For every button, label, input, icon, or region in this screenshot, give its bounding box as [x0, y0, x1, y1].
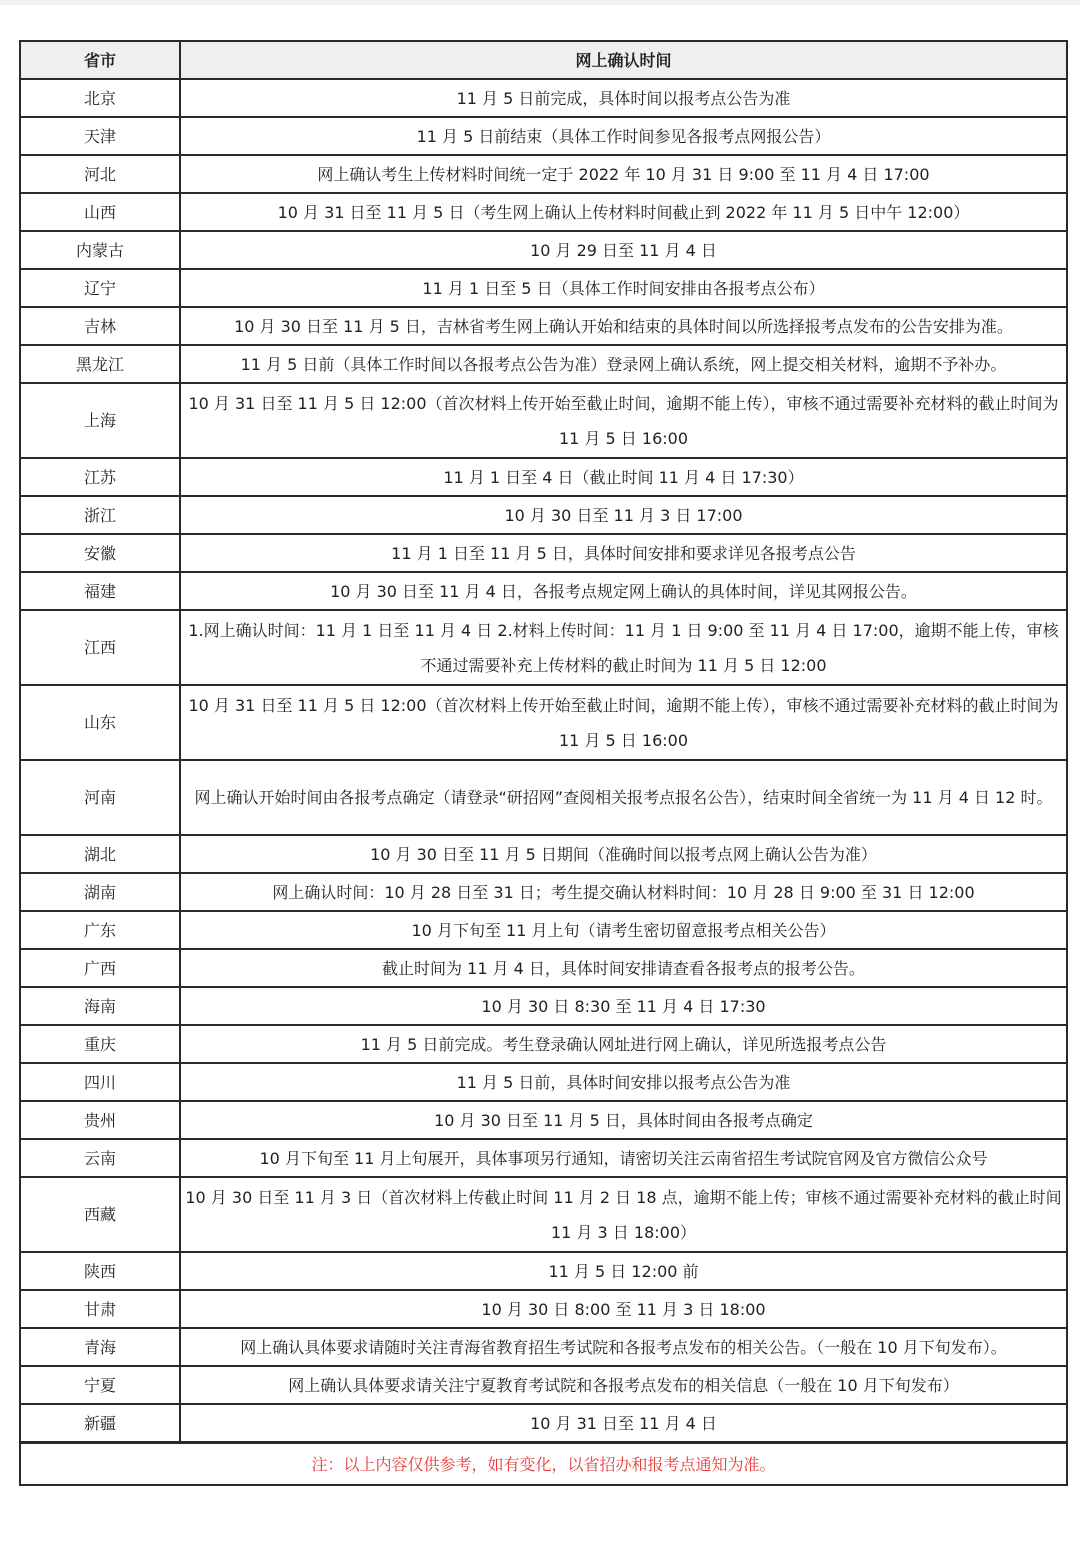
table-row [20, 193, 1067, 231]
province-cell: 河南 [20, 760, 180, 835]
table-row [20, 1177, 1067, 1252]
confirmation-time-cell: 11 月 1 日至 11 月 5 日，具体时间安排和要求详见各报考点公告 [180, 534, 1067, 572]
table-row [20, 345, 1067, 383]
confirmation-time-cell: 11 月 5 日 12:00 前 [180, 1252, 1067, 1290]
table-row [20, 987, 1067, 1025]
province-cell: 辽宁 [20, 269, 180, 307]
table-row [20, 949, 1067, 987]
table-row [20, 1139, 1067, 1177]
table-row [20, 835, 1067, 873]
confirmation-time-cell: 网上确认具体要求请随时关注青海省教育招生考试院和各报考点发布的相关公告。（一般在 10 月下旬发布）。 [180, 1328, 1067, 1366]
confirmation-time-cell: 10 月 30 日至 11 月 5 日，具体时间由各报考点确定 [180, 1101, 1067, 1139]
table-row [20, 269, 1067, 307]
confirmation-time-cell: 11 月 5 日前，具体时间安排以报考点公告为准 [180, 1063, 1067, 1101]
table-row [20, 458, 1067, 496]
province-cell: 黑龙江 [20, 345, 180, 383]
province-cell: 广西 [20, 949, 180, 987]
confirmation-time-cell: 10 月 30 日 8:30 至 11 月 4 日 17:30 [180, 987, 1067, 1025]
confirmation-time-cell: 网上确认时间：10 月 28 日至 31 日；考生提交确认材料时间：10 月 28 日 9:00 至 31 日 12:00 [180, 873, 1067, 911]
province-cell: 新疆 [20, 1404, 180, 1443]
header-time: 网上确认时间 [180, 41, 1067, 79]
table-row [20, 1290, 1067, 1328]
confirmation-time-cell: 网上确认开始时间由各报考点确定（请登录“研招网”查阅相关报考点报名公告），结束时间全省统一为 11 月 4 日 12 时。 [180, 760, 1067, 835]
confirmation-time-cell: 11 月 5 日前完成，具体时间以报考点公告为准 [180, 79, 1067, 117]
confirmation-time-cell: 10 月 31 日至 11 月 4 日 [180, 1404, 1067, 1443]
confirmation-time-cell: 10 月 30 日至 11 月 5 日，吉林省考生网上确认开始和结束的具体时间以所选择报考点发布的公告安排为准。 [180, 307, 1067, 345]
schedule-table [19, 40, 1068, 1486]
table-header-row [20, 41, 1067, 79]
confirmation-time-cell: 10 月 30 日至 11 月 5 日期间（准确时间以报考点网上确认公告为准） [180, 835, 1067, 873]
table-row [20, 610, 1067, 685]
confirmation-time-cell: 10 月下旬至 11 月上旬（请考生密切留意报考点相关公告） [180, 911, 1067, 949]
table-row [20, 1063, 1067, 1101]
table-row [20, 231, 1067, 269]
table-row [20, 1328, 1067, 1366]
province-cell: 上海 [20, 383, 180, 458]
table-row [20, 1404, 1067, 1443]
province-cell: 四川 [20, 1063, 180, 1101]
note-text: 注：以上内容仅供参考，如有变化，以省招办和报考点通知为准。 [20, 1443, 1067, 1486]
top-divider [0, 0, 1080, 5]
confirmation-time-cell: 10 月 31 日至 11 月 5 日 12:00（首次材料上传开始至截止时间，逾期不能上传），审核不通过需要补充材料的截止时间为 11 月 5 日 16:00 [180, 685, 1067, 760]
table-row [20, 911, 1067, 949]
confirmation-time-cell: 11 月 1 日至 4 日（截止时间 11 月 4 日 17:30） [180, 458, 1067, 496]
confirmation-time-cell: 1.网上确认时间：11 月 1 日至 11 月 4 日 2.材料上传时间：11 月 1 日 9:00 至 11 月 4 日 17:00，逾期不能上传，审核不通过需要补充上传材料的截止时间为 11 月 5 日 12:00 [180, 610, 1067, 685]
table-row [20, 383, 1067, 458]
table-row [20, 685, 1067, 760]
province-cell: 北京 [20, 79, 180, 117]
province-cell: 湖北 [20, 835, 180, 873]
province-cell: 江苏 [20, 458, 180, 496]
province-cell: 湖南 [20, 873, 180, 911]
table-row [20, 572, 1067, 610]
confirmation-time-cell: 11 月 5 日前完成。考生登录确认网址进行网上确认，详见所选报考点公告 [180, 1025, 1067, 1063]
confirmation-time-cell: 网上确认具体要求请关注宁夏教育考试院和各报考点发布的相关信息（一般在 10 月下旬发布） [180, 1366, 1067, 1404]
province-cell: 甘肃 [20, 1290, 180, 1328]
table-row [20, 496, 1067, 534]
province-cell: 山东 [20, 685, 180, 760]
confirmation-time-cell: 10 月 31 日至 11 月 5 日（考生网上确认上传材料时间截止到 2022 年 11 月 5 日中午 12:00） [180, 193, 1067, 231]
note-row [20, 1443, 1067, 1486]
table-row [20, 1101, 1067, 1139]
table-row [20, 873, 1067, 911]
province-cell: 内蒙古 [20, 231, 180, 269]
table-row [20, 1366, 1067, 1404]
confirmation-time-cell: 10 月 30 日 8:00 至 11 月 3 日 18:00 [180, 1290, 1067, 1328]
confirmation-time-cell: 10 月下旬至 11 月上旬展开，具体事项另行通知，请密切关注云南省招生考试院官网及官方微信公众号 [180, 1139, 1067, 1177]
confirmation-time-cell: 截止时间为 11 月 4 日，具体时间安排请查看各报考点的报考公告。 [180, 949, 1067, 987]
province-cell: 河北 [20, 155, 180, 193]
table-row [20, 760, 1067, 835]
province-cell: 海南 [20, 987, 180, 1025]
province-cell: 安徽 [20, 534, 180, 572]
confirmation-time-cell: 10 月 29 日至 11 月 4 日 [180, 231, 1067, 269]
province-cell: 贵州 [20, 1101, 180, 1139]
confirmation-time-cell: 11 月 1 日至 5 日（具体工作时间安排由各报考点公布） [180, 269, 1067, 307]
confirmation-time-cell: 10 月 30 日至 11 月 3 日（首次材料上传截止时间 11 月 2 日 18 点，逾期不能上传；审核不通过需要补充材料的截止时间 11 月 3 日 18:00） [180, 1177, 1067, 1252]
confirmation-time-cell: 11 月 5 日前（具体工作时间以各报考点公告为准）登录网上确认系统，网上提交相关材料，逾期不予补办。 [180, 345, 1067, 383]
table-row [20, 117, 1067, 155]
province-cell: 山西 [20, 193, 180, 231]
province-cell: 广东 [20, 911, 180, 949]
province-cell: 重庆 [20, 1025, 180, 1063]
table-row [20, 307, 1067, 345]
confirmation-time-cell: 10 月 31 日至 11 月 5 日 12:00（首次材料上传开始至截止时间，逾期不能上传），审核不通过需要补充材料的截止时间为 11 月 5 日 16:00 [180, 383, 1067, 458]
table-row [20, 534, 1067, 572]
confirmation-time-cell: 10 月 30 日至 11 月 4 日，各报考点规定网上确认的具体时间，详见其网报公告。 [180, 572, 1067, 610]
province-cell: 陕西 [20, 1252, 180, 1290]
table-row [20, 1252, 1067, 1290]
table-row [20, 79, 1067, 117]
schedule-table-container [19, 40, 1068, 1486]
province-cell: 云南 [20, 1139, 180, 1177]
province-cell: 江西 [20, 610, 180, 685]
province-cell: 福建 [20, 572, 180, 610]
province-cell: 西藏 [20, 1177, 180, 1252]
confirmation-time-cell: 网上确认考生上传材料时间统一定于 2022 年 10 月 31 日 9:00 至 11 月 4 日 17:00 [180, 155, 1067, 193]
province-cell: 青海 [20, 1328, 180, 1366]
province-cell: 天津 [20, 117, 180, 155]
province-cell: 浙江 [20, 496, 180, 534]
province-cell: 吉林 [20, 307, 180, 345]
table-row [20, 1025, 1067, 1063]
confirmation-time-cell: 10 月 30 日至 11 月 3 日 17:00 [180, 496, 1067, 534]
table-row [20, 155, 1067, 193]
header-province: 省市 [20, 41, 180, 79]
confirmation-time-cell: 11 月 5 日前结束（具体工作时间参见各报考点网报公告） [180, 117, 1067, 155]
province-cell: 宁夏 [20, 1366, 180, 1404]
